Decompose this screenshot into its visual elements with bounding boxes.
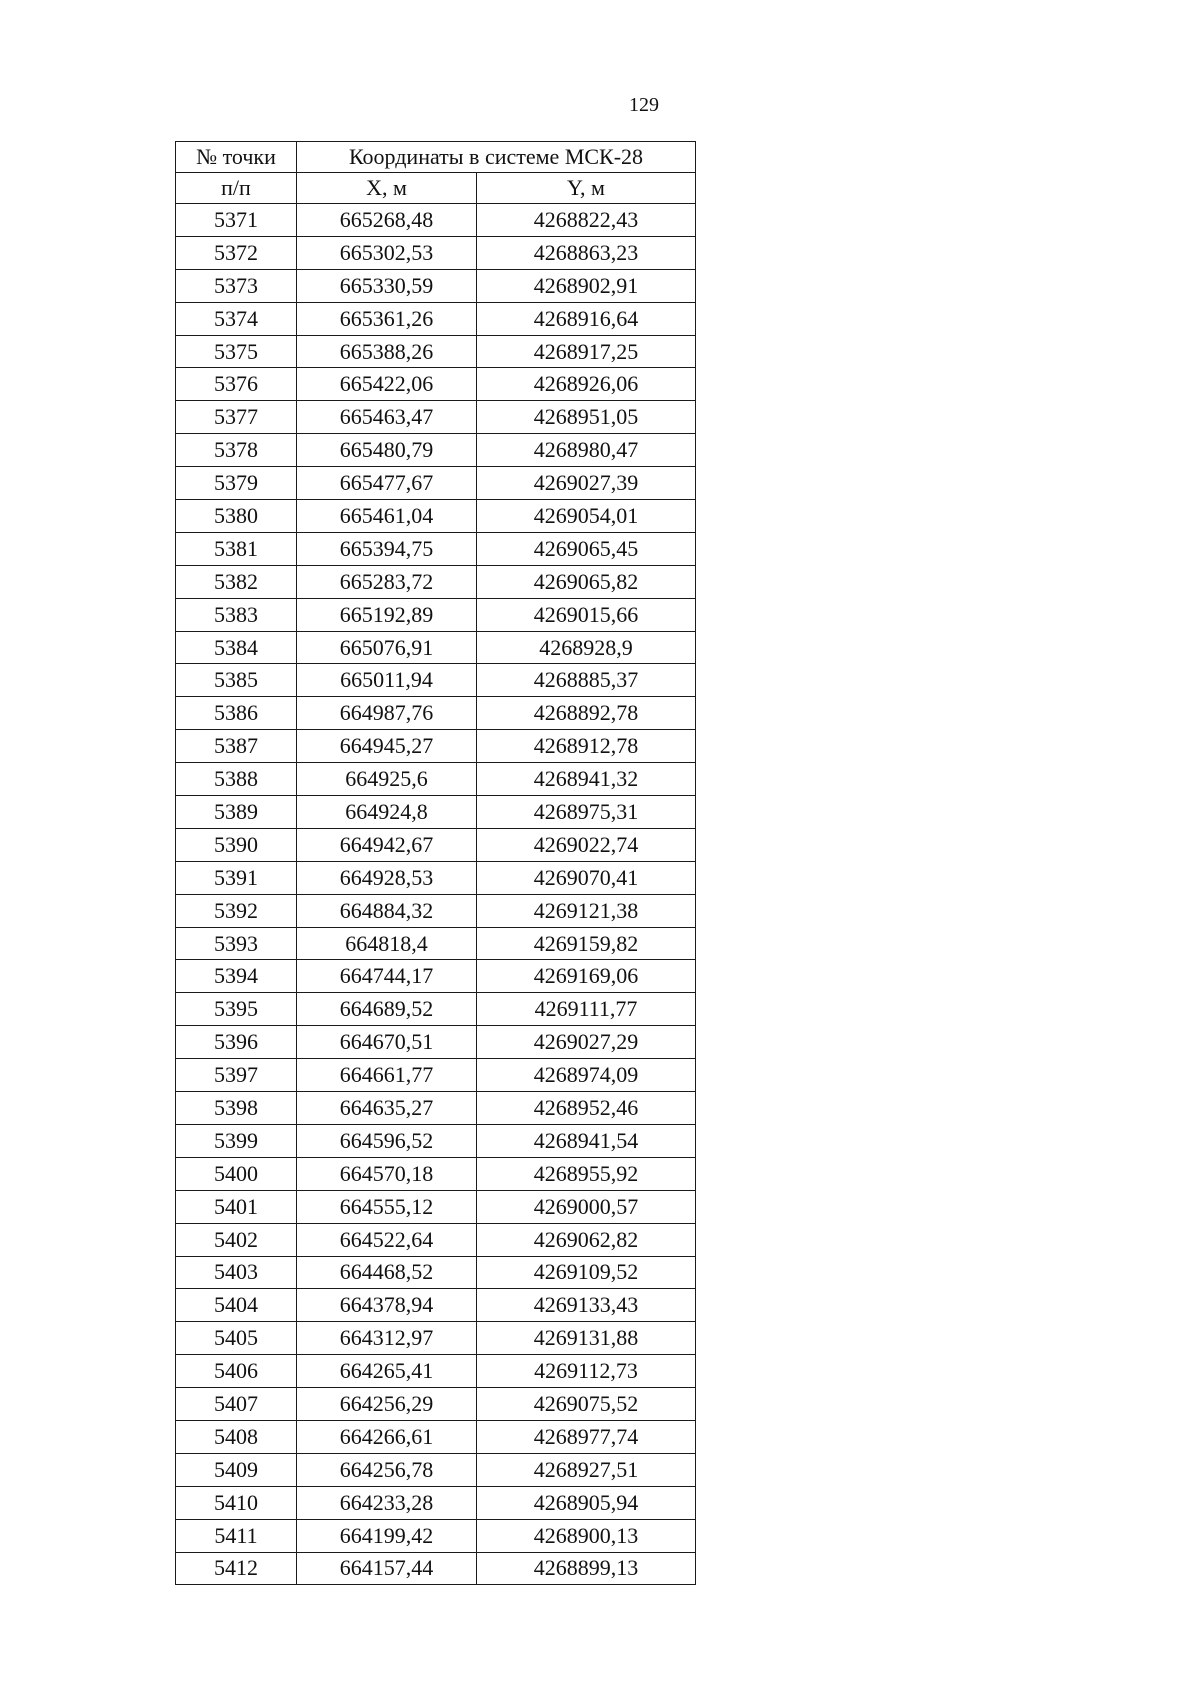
table-row xyxy=(176,1026,696,1059)
cell-x: 664266,61 xyxy=(297,1420,477,1453)
cell-point-number: 5408 xyxy=(176,1420,297,1453)
cell-point-number: 5399 xyxy=(176,1124,297,1157)
table-row xyxy=(176,269,696,302)
cell-x: 664256,29 xyxy=(297,1388,477,1421)
cell-y: 4269121,38 xyxy=(477,894,696,927)
cell-point-number: 5382 xyxy=(176,565,297,598)
table-row xyxy=(176,1355,696,1388)
table-header xyxy=(176,142,696,204)
table-row xyxy=(176,1223,696,1256)
cell-y: 4268900,13 xyxy=(477,1519,696,1552)
table-row xyxy=(176,1552,696,1585)
cell-x: 665388,26 xyxy=(297,335,477,368)
header-y: Y, м xyxy=(477,173,696,204)
cell-point-number: 5412 xyxy=(176,1552,297,1585)
cell-y: 4268941,32 xyxy=(477,763,696,796)
cell-y: 4268892,78 xyxy=(477,697,696,730)
cell-point-number: 5396 xyxy=(176,1026,297,1059)
cell-y: 4268927,51 xyxy=(477,1453,696,1486)
cell-x: 664570,18 xyxy=(297,1157,477,1190)
table-row xyxy=(176,763,696,796)
header-point-line2: п/п xyxy=(176,173,297,204)
cell-point-number: 5398 xyxy=(176,1092,297,1125)
cell-y: 4268902,91 xyxy=(477,269,696,302)
header-coords-title: Координаты в системе МСК-28 xyxy=(297,142,696,173)
cell-y: 4268941,54 xyxy=(477,1124,696,1157)
cell-point-number: 5379 xyxy=(176,467,297,500)
cell-x: 664522,64 xyxy=(297,1223,477,1256)
table-row xyxy=(176,960,696,993)
cell-y: 4269022,74 xyxy=(477,828,696,861)
cell-x: 664818,4 xyxy=(297,927,477,960)
table-row xyxy=(176,1059,696,1092)
cell-point-number: 5371 xyxy=(176,204,297,237)
cell-x: 665463,47 xyxy=(297,401,477,434)
table-row xyxy=(176,664,696,697)
cell-point-number: 5406 xyxy=(176,1355,297,1388)
header-point-line1: № точки xyxy=(176,142,297,173)
cell-x: 664635,27 xyxy=(297,1092,477,1125)
table-row xyxy=(176,927,696,960)
cell-y: 4269111,77 xyxy=(477,993,696,1026)
cell-x: 665283,72 xyxy=(297,565,477,598)
cell-point-number: 5383 xyxy=(176,598,297,631)
cell-point-number: 5409 xyxy=(176,1453,297,1486)
table-row xyxy=(176,532,696,565)
cell-y: 4268885,37 xyxy=(477,664,696,697)
cell-x: 664312,97 xyxy=(297,1322,477,1355)
table-row xyxy=(176,565,696,598)
cell-point-number: 5411 xyxy=(176,1519,297,1552)
cell-y: 4268926,06 xyxy=(477,368,696,401)
table-row xyxy=(176,1486,696,1519)
cell-point-number: 5390 xyxy=(176,828,297,861)
table-row xyxy=(176,236,696,269)
cell-x: 664596,52 xyxy=(297,1124,477,1157)
table-row xyxy=(176,796,696,829)
table-row xyxy=(176,1124,696,1157)
table-row xyxy=(176,730,696,763)
header-row-top xyxy=(176,142,696,173)
cell-y: 4269027,29 xyxy=(477,1026,696,1059)
table-row xyxy=(176,993,696,1026)
cell-x: 664884,32 xyxy=(297,894,477,927)
cell-y: 4268951,05 xyxy=(477,401,696,434)
table-row xyxy=(176,1519,696,1552)
cell-y: 4268928,9 xyxy=(477,631,696,664)
table-row xyxy=(176,1289,696,1322)
cell-x: 664157,44 xyxy=(297,1552,477,1585)
table-row xyxy=(176,302,696,335)
cell-x: 665361,26 xyxy=(297,302,477,335)
cell-x: 664924,8 xyxy=(297,796,477,829)
table-row xyxy=(176,1157,696,1190)
table-row xyxy=(176,1453,696,1486)
table-row xyxy=(176,204,696,237)
cell-point-number: 5373 xyxy=(176,269,297,302)
cell-x: 665422,06 xyxy=(297,368,477,401)
cell-x: 665302,53 xyxy=(297,236,477,269)
header-row-bottom xyxy=(176,173,696,204)
cell-y: 4268974,09 xyxy=(477,1059,696,1092)
cell-y: 4268899,13 xyxy=(477,1552,696,1585)
cell-point-number: 5391 xyxy=(176,861,297,894)
cell-x: 665480,79 xyxy=(297,434,477,467)
cell-point-number: 5400 xyxy=(176,1157,297,1190)
cell-x: 665461,04 xyxy=(297,500,477,533)
cell-point-number: 5378 xyxy=(176,434,297,467)
cell-point-number: 5385 xyxy=(176,664,297,697)
cell-point-number: 5401 xyxy=(176,1190,297,1223)
table-row xyxy=(176,368,696,401)
cell-point-number: 5407 xyxy=(176,1388,297,1421)
cell-x: 664265,41 xyxy=(297,1355,477,1388)
table-row xyxy=(176,335,696,368)
table-row xyxy=(176,1256,696,1289)
cell-x: 665330,59 xyxy=(297,269,477,302)
cell-x: 665477,67 xyxy=(297,467,477,500)
cell-y: 4268912,78 xyxy=(477,730,696,763)
cell-point-number: 5375 xyxy=(176,335,297,368)
cell-x: 664199,42 xyxy=(297,1519,477,1552)
cell-point-number: 5388 xyxy=(176,763,297,796)
cell-x: 664925,6 xyxy=(297,763,477,796)
table-row xyxy=(176,467,696,500)
table-row xyxy=(176,861,696,894)
cell-point-number: 5405 xyxy=(176,1322,297,1355)
cell-y: 4268980,47 xyxy=(477,434,696,467)
cell-y: 4268863,23 xyxy=(477,236,696,269)
cell-y: 4269169,06 xyxy=(477,960,696,993)
cell-y: 4269027,39 xyxy=(477,467,696,500)
cell-y: 4268952,46 xyxy=(477,1092,696,1125)
table-row xyxy=(176,1388,696,1421)
cell-x: 665268,48 xyxy=(297,204,477,237)
cell-x: 664945,27 xyxy=(297,730,477,763)
table-body xyxy=(176,204,696,1585)
cell-y: 4268905,94 xyxy=(477,1486,696,1519)
table-row xyxy=(176,434,696,467)
cell-point-number: 5377 xyxy=(176,401,297,434)
table-row xyxy=(176,697,696,730)
cell-x: 664555,12 xyxy=(297,1190,477,1223)
cell-y: 4269054,01 xyxy=(477,500,696,533)
cell-point-number: 5395 xyxy=(176,993,297,1026)
cell-y: 4269133,43 xyxy=(477,1289,696,1322)
cell-x: 664670,51 xyxy=(297,1026,477,1059)
cell-point-number: 5394 xyxy=(176,960,297,993)
table-row xyxy=(176,1190,696,1223)
cell-y: 4269065,45 xyxy=(477,532,696,565)
cell-point-number: 5372 xyxy=(176,236,297,269)
table-row xyxy=(176,401,696,434)
cell-y: 4268917,25 xyxy=(477,335,696,368)
cell-point-number: 5374 xyxy=(176,302,297,335)
cell-point-number: 5384 xyxy=(176,631,297,664)
table-row xyxy=(176,500,696,533)
cell-point-number: 5376 xyxy=(176,368,297,401)
cell-x: 665192,89 xyxy=(297,598,477,631)
table-row xyxy=(176,1420,696,1453)
cell-point-number: 5404 xyxy=(176,1289,297,1322)
cell-point-number: 5410 xyxy=(176,1486,297,1519)
cell-y: 4269062,82 xyxy=(477,1223,696,1256)
cell-point-number: 5402 xyxy=(176,1223,297,1256)
cell-y: 4268822,43 xyxy=(477,204,696,237)
cell-y: 4269075,52 xyxy=(477,1388,696,1421)
table-row xyxy=(176,598,696,631)
cell-x: 665011,94 xyxy=(297,664,477,697)
cell-y: 4268955,92 xyxy=(477,1157,696,1190)
cell-x: 664233,28 xyxy=(297,1486,477,1519)
table-row xyxy=(176,828,696,861)
cell-x: 664661,77 xyxy=(297,1059,477,1092)
cell-x: 665394,75 xyxy=(297,532,477,565)
coordinates-table xyxy=(175,141,696,1585)
table-row xyxy=(176,1322,696,1355)
cell-y: 4269000,57 xyxy=(477,1190,696,1223)
cell-point-number: 5387 xyxy=(176,730,297,763)
cell-y: 4269109,52 xyxy=(477,1256,696,1289)
cell-y: 4269015,66 xyxy=(477,598,696,631)
table-row xyxy=(176,894,696,927)
cell-point-number: 5392 xyxy=(176,894,297,927)
cell-point-number: 5403 xyxy=(176,1256,297,1289)
cell-x: 665076,91 xyxy=(297,631,477,664)
cell-x: 664928,53 xyxy=(297,861,477,894)
cell-x: 664256,78 xyxy=(297,1453,477,1486)
cell-y: 4269159,82 xyxy=(477,927,696,960)
table-row xyxy=(176,631,696,664)
cell-y: 4269131,88 xyxy=(477,1322,696,1355)
cell-point-number: 5389 xyxy=(176,796,297,829)
cell-x: 664378,94 xyxy=(297,1289,477,1322)
cell-x: 664987,76 xyxy=(297,697,477,730)
cell-y: 4268916,64 xyxy=(477,302,696,335)
cell-y: 4268977,74 xyxy=(477,1420,696,1453)
cell-point-number: 5381 xyxy=(176,532,297,565)
cell-point-number: 5386 xyxy=(176,697,297,730)
cell-x: 664942,67 xyxy=(297,828,477,861)
cell-y: 4269070,41 xyxy=(477,861,696,894)
cell-x: 664744,17 xyxy=(297,960,477,993)
cell-x: 664689,52 xyxy=(297,993,477,1026)
table-row xyxy=(176,1092,696,1125)
cell-x: 664468,52 xyxy=(297,1256,477,1289)
cell-y: 4269112,73 xyxy=(477,1355,696,1388)
cell-y: 4269065,82 xyxy=(477,565,696,598)
page-number: 129 xyxy=(629,94,659,116)
cell-point-number: 5393 xyxy=(176,927,297,960)
cell-point-number: 5397 xyxy=(176,1059,297,1092)
cell-point-number: 5380 xyxy=(176,500,297,533)
cell-y: 4268975,31 xyxy=(477,796,696,829)
header-x: X, м xyxy=(297,173,477,204)
